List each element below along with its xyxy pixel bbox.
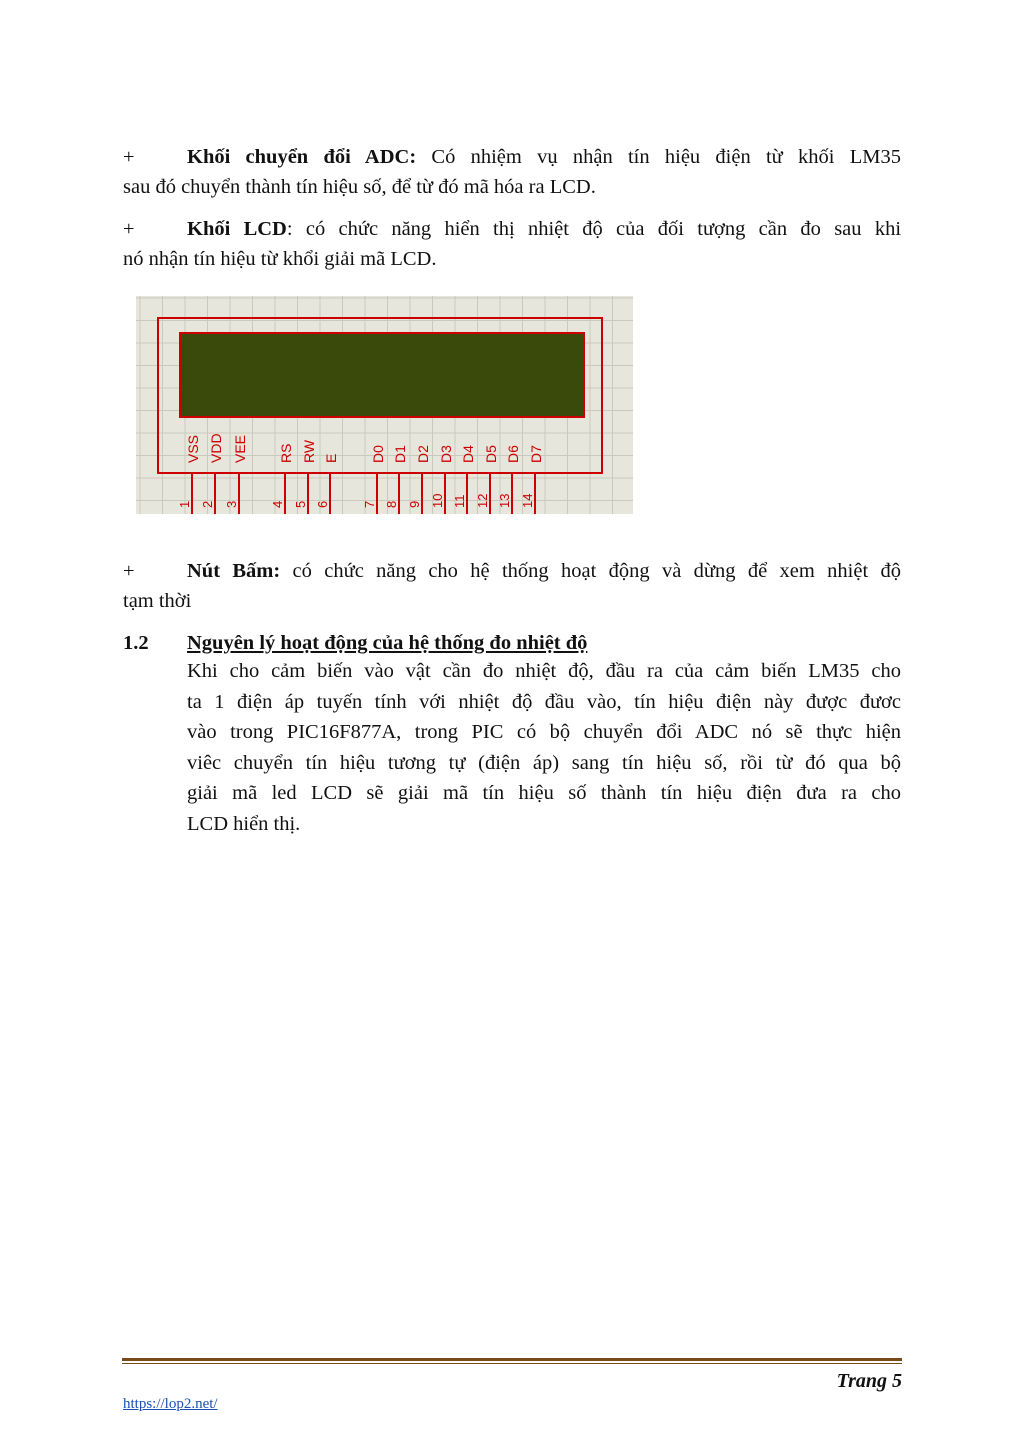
lcd-pin-number: 13 [497, 493, 512, 508]
lcd-pin-label: VEE [232, 434, 248, 463]
lcd-pin-number: 5 [293, 500, 308, 508]
lcd-schematic-svg [136, 296, 633, 514]
paragraph-lcd-block [123, 214, 901, 274]
lcd-screen [180, 333, 584, 417]
section-body-line: vào trong PIC16F877A, trong PIC có bộ chuyển đổi ADC nó sẽ thực hiện [187, 721, 901, 744]
lcd-pin-number: 2 [200, 500, 215, 508]
lcd-pin-label: VDD [208, 433, 224, 463]
page-number: Trang 5 [836, 1370, 902, 1392]
bullet-plus: + [123, 560, 135, 582]
paragraph-line: + Khối chuyển đổi ADC: Có nhiệm vụ nhận tín hiệu điện từ khối LM35 [123, 142, 901, 172]
lcd-pin-number: 7 [362, 500, 377, 508]
section-body-line: viêc chuyển tín hiệu tương tự (điện áp) sang tín hiệu số, rồi từ đó qua bộ [187, 751, 901, 774]
lcd-pin-label: D6 [505, 445, 521, 463]
lcd-pin-number: 9 [407, 500, 422, 508]
lcd-pin-label: D5 [483, 445, 499, 463]
term-label: Nút Bấm: [187, 560, 281, 582]
lcd-pin-number: 11 [452, 494, 467, 508]
paragraph-adc-block [123, 142, 901, 202]
lcd-pin-label: VSS [185, 434, 201, 463]
section-title: Nguyên lý hoạt động của hệ thống đo nhiệt độ [187, 632, 588, 654]
lcd-pin-label: RS [278, 443, 294, 463]
lcd-pin-label: D3 [438, 445, 454, 463]
lcd-pin-number: 3 [224, 500, 239, 508]
paragraph-line: + Nút Bấm: có chức năng cho hệ thống hoạt động và dừng để xem nhiệt độ [123, 556, 901, 586]
footer-rule-thin [122, 1363, 902, 1364]
section-number: 1.2 [123, 632, 149, 654]
section-body-line: giải mã led LCD sẽ giải mã tín hiệu số thành tín hiệu điện đưa ra cho [187, 782, 901, 805]
term-label: Khối chuyển đổi ADC: [187, 146, 417, 168]
bullet-plus: + [123, 218, 135, 240]
lcd-schematic-figure [136, 296, 633, 514]
section-body [187, 656, 901, 840]
footer-link[interactable]: https://lop2.net/ [123, 1396, 218, 1412]
section-body-line: Khi cho cảm biến vào vật cần đo nhiệt độ, đầu ra của cảm biến LM35 cho [187, 660, 901, 682]
lcd-pin-number: 10 [430, 493, 445, 508]
paragraph-line: + Khối LCD: có chức năng hiển thị nhiệt độ của đối tượng cần đo sau khi [123, 214, 901, 244]
lcd-pin-number: 8 [384, 500, 399, 508]
lcd-pin-number: 1 [177, 500, 192, 508]
lcd-pin-number: 6 [315, 500, 330, 508]
paragraph-line: tạm thời [123, 590, 192, 612]
paragraph-line: nó nhận tín hiệu từ khổi giải mã LCD. [123, 248, 437, 270]
paragraph-line: sau đó chuyển thành tín hiệu số, để từ đó mã hóa ra LCD. [123, 176, 596, 198]
section-body-line: LCD hiển thị. [187, 812, 301, 835]
paragraph-button-block [123, 556, 901, 616]
footer-rule [122, 1358, 902, 1361]
section-body-line: ta 1 điện áp tuyến tính với nhiệt độ đầu vào, tín hiệu điện này được đươc [187, 690, 901, 713]
lcd-pin-label: RW [301, 439, 317, 463]
lcd-pin-label: E [323, 453, 339, 463]
lcd-pin-number: 12 [475, 493, 490, 508]
lcd-pin-label: D0 [370, 445, 386, 463]
lcd-pin-label: D4 [460, 445, 476, 463]
section-heading [123, 628, 587, 658]
lcd-pin-number: 4 [270, 500, 285, 508]
lcd-pin-number: 14 [520, 493, 535, 508]
lcd-pin-label: D1 [392, 445, 408, 463]
bullet-plus: + [123, 146, 135, 168]
lcd-pin-label: D7 [528, 445, 544, 463]
lcd-pin-label: D2 [415, 445, 431, 463]
term-label: Khối LCD [187, 218, 287, 240]
